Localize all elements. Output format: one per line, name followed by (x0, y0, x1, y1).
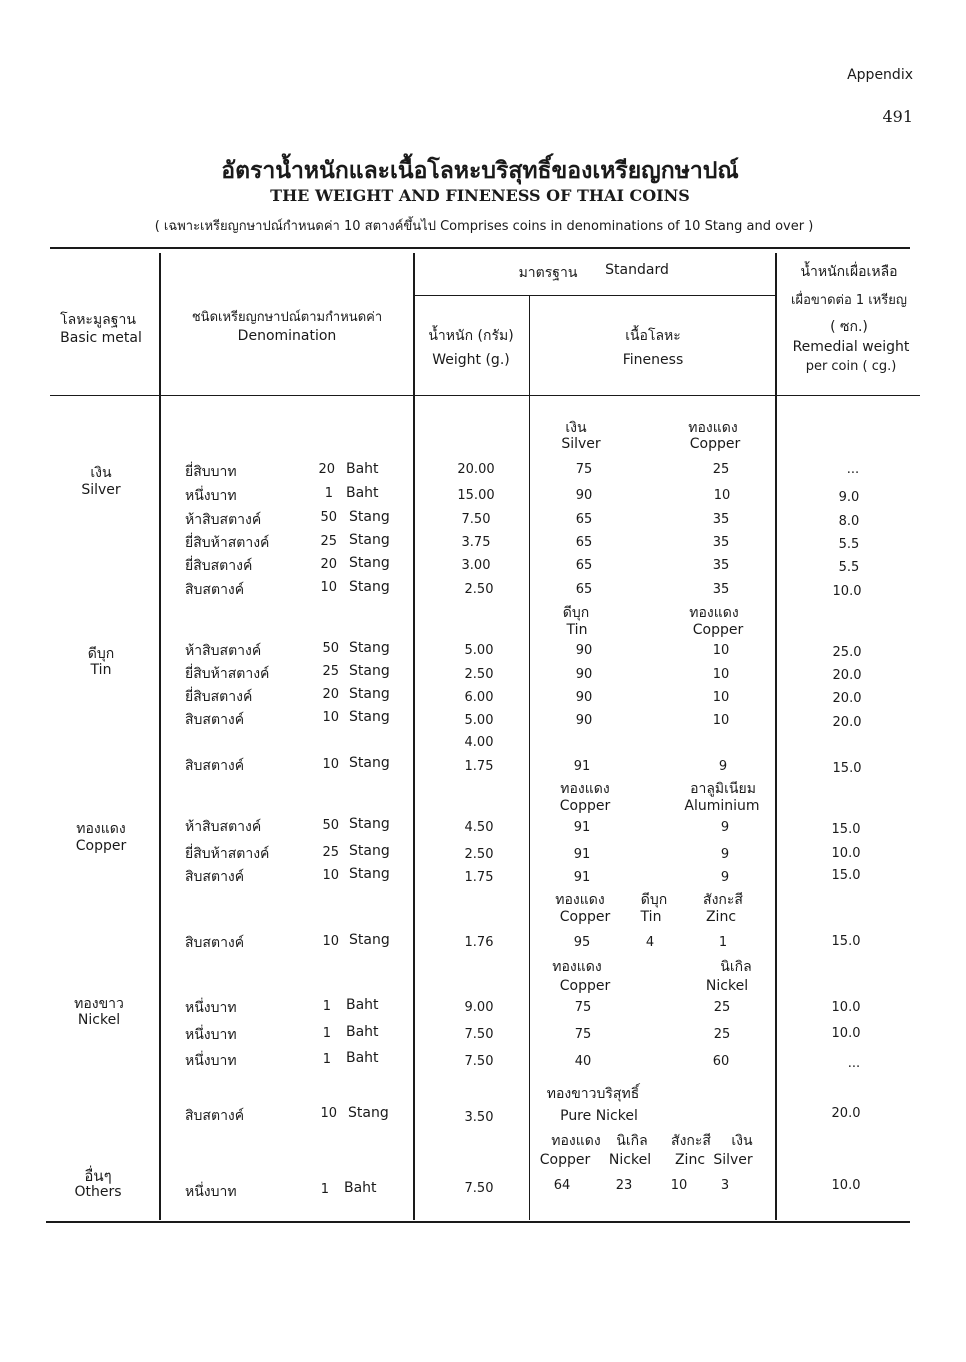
fineness-subheader-thai: ทองแดง (688, 420, 738, 436)
remedial-value: 15.0 (831, 868, 861, 883)
page-number: 491 (882, 107, 913, 126)
column-divider (775, 253, 777, 1220)
table-bottom-rule (46, 1221, 910, 1223)
group-label-english: Copper (75, 838, 127, 854)
denomination-thai: หนึ่งบาท (185, 1053, 237, 1069)
denomination-number: 1 (322, 1026, 331, 1041)
fineness-value: 91 (573, 820, 591, 835)
weight-value: 2.50 (464, 667, 494, 682)
denomination-number: 10 (322, 934, 339, 949)
fineness-value: 35 (712, 582, 730, 597)
fineness-value: 10 (712, 667, 730, 682)
header-denomination-thai: ชนิดเหรียญกษาปณ์ตามกำหนดค่า (191, 310, 383, 325)
fineness-value: 10 (670, 1178, 688, 1193)
denomination-thai: สิบสตางค์ (185, 582, 245, 598)
fineness-subheader-thai: เงิน (565, 420, 587, 436)
denomination-number: 25 (322, 664, 339, 679)
weight-value: 3.00 (461, 558, 491, 573)
weight-value: 1.75 (464, 870, 494, 885)
remedial-value: 15.0 (832, 761, 862, 776)
fineness-value: 65 (575, 512, 593, 527)
denomination-thai: ยี่สิบสตางค์ (185, 689, 253, 705)
weight-value: 7.50 (464, 1027, 494, 1042)
fineness-value: 25 (713, 1000, 731, 1015)
fineness-subheader-thai: สังกะสี (703, 892, 743, 908)
fineness-subheader-english: Copper (559, 798, 611, 814)
fineness-value: 35 (712, 535, 730, 550)
header-fineness-english: Fineness (622, 352, 684, 368)
denomination-number: 10 (322, 710, 339, 725)
weight-value: 4.50 (464, 820, 494, 835)
weight-value: 15.00 (457, 488, 495, 503)
fineness-value: 40 (574, 1054, 592, 1069)
fineness-value: 9 (718, 759, 728, 774)
remedial-value: ... (846, 462, 860, 477)
fineness-value: 65 (575, 558, 593, 573)
denomination-thai: ห้าสิบสตางค์ (185, 643, 262, 659)
weight-value: 20.00 (457, 462, 495, 477)
fineness-subheader-thai: ทองแดง (555, 892, 605, 908)
header-remedial-english-line1: Remedial weight (792, 339, 910, 355)
fineness-value: 10 (712, 713, 730, 728)
header-standard-english: Standard (605, 262, 669, 278)
remedial-value: 8.0 (838, 514, 860, 529)
denomination-thai: ยี่สิบห้าสตางค์ (185, 666, 270, 682)
remedial-value: 20.0 (832, 715, 862, 730)
fineness-subheader-thai: ทองแดง (689, 605, 739, 621)
fineness-subheader-thai: ดีบุก (640, 892, 668, 908)
denomination-number: 1 (324, 486, 333, 501)
denomination-number: 1 (322, 999, 331, 1014)
denomination-number: 1 (322, 1052, 331, 1067)
fineness-subheader-thai: อาลูมิเนียม (690, 781, 756, 797)
weight-value: 7.50 (464, 1181, 494, 1196)
fineness-value: 10 (713, 488, 731, 503)
header-basic-metal-english: Basic metal (60, 330, 142, 346)
denomination-thai: หนึ่งบาท (185, 488, 237, 504)
page-subtitle: ( เฉพาะเหรียญกษาปณ์กำหนดค่า 10 สตางค์ขึ้นไป Comprises coins in denominations of 10 Stang and over ) (154, 219, 814, 234)
fineness-value: 25 (713, 1027, 731, 1042)
weight-value: 5.00 (464, 643, 494, 658)
fineness-subheader-english: Copper (692, 622, 744, 638)
remedial-value: 10.0 (831, 1000, 861, 1015)
fineness-value: 3 (720, 1178, 730, 1193)
fineness-subheader-english: Tin (640, 909, 662, 925)
fineness-value: 91 (573, 847, 591, 862)
fineness-subheader-thai: สังกะสี (671, 1133, 711, 1149)
fineness-subheader-english: Copper (539, 1152, 591, 1168)
fineness-value: 64 (553, 1178, 571, 1193)
fineness-value: 75 (575, 462, 593, 477)
group-label-english: Others (74, 1184, 122, 1200)
fineness-subheader-english: Copper (689, 436, 741, 452)
fineness-subheader-thai: ทองแดง (551, 1133, 601, 1149)
denomination-unit: Stang (349, 579, 390, 595)
fineness-value: 10 (712, 690, 730, 705)
denomination-unit: Stang (349, 555, 390, 571)
header-weight-thai: น้ำหนัก (กรัม) (428, 328, 514, 344)
fineness-value: 25 (712, 462, 730, 477)
fineness-value: 90 (575, 643, 593, 658)
remedial-value: 5.5 (838, 537, 860, 552)
denomination-thai: หนึ่งบาท (185, 1027, 237, 1043)
remedial-value: 5.5 (838, 560, 860, 575)
denomination-thai: สิบสตางค์ (185, 935, 245, 951)
fineness-subheader-thai: เงิน (731, 1133, 753, 1149)
remedial-value: 10.0 (831, 1026, 861, 1041)
denomination-unit: Stang (349, 932, 390, 948)
fineness-subheader-english: Nickel (608, 1152, 652, 1168)
weight-value: 1.76 (464, 935, 494, 950)
fineness-subheader-english: Zinc (674, 1152, 706, 1168)
header-bottom-rule (50, 395, 920, 396)
denomination-unit: Stang (349, 755, 390, 771)
denomination-unit: Stang (349, 509, 390, 525)
denomination-number: 10 (320, 1106, 337, 1121)
weight-value: 3.50 (464, 1110, 494, 1125)
header-basic-metal-thai: โลหะมูลฐาน (60, 312, 136, 328)
weight-value: 9.00 (464, 1000, 494, 1015)
denomination-thai: ห้าสิบสตางค์ (185, 819, 262, 835)
weight-value: 2.50 (464, 582, 494, 597)
denomination-unit: Stang (349, 640, 390, 656)
denomination-number: 20 (320, 557, 337, 572)
denomination-number: 50 (322, 641, 339, 656)
running-head: Appendix (847, 67, 913, 83)
column-divider (413, 253, 415, 1220)
fineness-value: 35 (712, 512, 730, 527)
denomination-thai: หนึ่งบาท (185, 1184, 237, 1200)
fineness-value: 9 (720, 847, 730, 862)
fineness-value: 90 (575, 488, 593, 503)
fineness-value: 4 (645, 935, 655, 950)
denomination-unit: Baht (346, 485, 379, 501)
page-title-thai: อัตราน้ำหนักและเนื้อโลหะบริสุทธิ์ของเหรียญกษาปณ์ (221, 158, 739, 184)
column-divider (159, 253, 161, 1220)
header-remedial-thai-line3: ( ซก.) (830, 319, 868, 335)
fineness-value: 90 (575, 667, 593, 682)
denomination-number: 10 (322, 868, 339, 883)
fineness-subheader-english: Pure Nickel (560, 1108, 638, 1124)
fineness-value: 35 (712, 558, 730, 573)
remedial-value: 10.0 (831, 846, 861, 861)
denomination-number: 20 (318, 462, 335, 477)
fineness-value: 65 (575, 535, 593, 550)
group-label-english: Silver (81, 482, 121, 498)
fineness-subheader-english: Silver (561, 436, 601, 452)
denomination-number: 25 (322, 845, 339, 860)
fineness-subheader-english: Copper (559, 909, 611, 925)
header-denomination-english: Denomination (237, 328, 337, 344)
denomination-thai: ยี่สิบห้าสตางค์ (185, 535, 270, 551)
remedial-value: 10.0 (832, 584, 862, 599)
table-top-rule (50, 247, 910, 249)
fineness-subheader-thai: ทองแดง (560, 781, 610, 797)
fineness-value: 91 (573, 759, 591, 774)
group-label-thai: อื่นๆ (84, 1167, 112, 1185)
denomination-unit: Baht (346, 461, 379, 477)
header-fineness-thai: เนื้อโลหะ (625, 328, 681, 344)
weight-value: 7.50 (464, 1054, 494, 1069)
fineness-subheader-english: Copper (559, 978, 611, 994)
denomination-thai: สิบสตางค์ (185, 712, 245, 728)
weight-value: 5.00 (464, 713, 494, 728)
fineness-value: 9 (720, 820, 730, 835)
fineness-value: 95 (573, 935, 591, 950)
denomination-thai: สิบสตางค์ (185, 758, 245, 774)
denomination-number: 25 (320, 534, 337, 549)
fineness-subheader-thai: ทองขาวบริสุทธิ์ (546, 1086, 640, 1102)
remedial-value: 10.0 (831, 1178, 861, 1193)
denomination-number: 10 (320, 580, 337, 595)
fineness-subheader-thai: นิเกิล (720, 959, 752, 975)
fineness-value: 91 (573, 870, 591, 885)
denomination-number: 10 (322, 757, 339, 772)
remedial-value: 20.0 (831, 1106, 861, 1121)
fineness-value: 23 (615, 1178, 633, 1193)
column-divider (529, 296, 530, 1220)
denomination-number: 20 (322, 687, 339, 702)
denomination-unit: Stang (348, 1105, 389, 1121)
denomination-unit: Baht (346, 1050, 379, 1066)
denomination-unit: Stang (349, 843, 390, 859)
weight-value: 4.00 (464, 735, 494, 750)
denomination-thai: ยี่สิบบาท (185, 464, 237, 480)
fineness-subheader-english: Zinc (705, 909, 737, 925)
fineness-value: 10 (712, 643, 730, 658)
denomination-number: 50 (322, 818, 339, 833)
denomination-unit: Baht (344, 1180, 377, 1196)
fineness-subheader-thai: ทองแดง (552, 959, 602, 975)
denomination-unit: Stang (349, 866, 390, 882)
fineness-value: 75 (574, 1027, 592, 1042)
denomination-thai: สิบสตางค์ (185, 1108, 245, 1124)
fineness-subheader-english: Tin (566, 622, 588, 638)
page-title-english: THE WEIGHT AND FINENESS OF THAI COINS (270, 186, 690, 205)
denomination-thai: ห้าสิบสตางค์ (185, 512, 262, 528)
header-standard-thai: มาตรฐาน (518, 265, 578, 281)
group-label-thai: ทองแดง (76, 821, 126, 837)
group-label-thai: เงิน (90, 465, 112, 481)
weight-value: 7.50 (461, 512, 491, 527)
denomination-number: 1 (320, 1182, 329, 1197)
weight-value: 2.50 (464, 847, 494, 862)
header-weight-english: Weight (g.) (432, 352, 510, 368)
group-label-thai: ทองขาว (74, 996, 124, 1012)
denomination-thai: ยี่สิบสตางค์ (185, 558, 253, 574)
fineness-value: 90 (575, 713, 593, 728)
remedial-value: 9.0 (838, 490, 860, 505)
fineness-subheader-thai: ดีบุก (562, 605, 590, 621)
fineness-value: 1 (718, 935, 728, 950)
group-label-thai: ดีบุก (87, 646, 115, 662)
denomination-unit: Baht (346, 997, 379, 1013)
weight-value: 3.75 (461, 535, 491, 550)
denomination-unit: Baht (346, 1024, 379, 1040)
denomination-unit: Stang (349, 663, 390, 679)
fineness-value: 90 (575, 690, 593, 705)
fineness-value: 65 (575, 582, 593, 597)
weight-value: 1.75 (464, 759, 494, 774)
remedial-value: 20.0 (832, 691, 862, 706)
denomination-unit: Stang (349, 709, 390, 725)
fineness-subheader-thai: นิเกิล (616, 1133, 648, 1149)
fineness-subheader-english: Aluminium (684, 798, 760, 814)
weight-value: 6.00 (464, 690, 494, 705)
fineness-value: 60 (712, 1054, 730, 1069)
standard-divider-rule (415, 295, 776, 296)
fineness-subheader-english: Nickel (705, 978, 749, 994)
group-label-english: Tin (90, 662, 112, 678)
remedial-value: 15.0 (831, 934, 861, 949)
denomination-thai: สิบสตางค์ (185, 869, 245, 885)
remedial-value: 15.0 (831, 822, 861, 837)
header-remedial-thai-line2: เผื่อขาดต่อ 1 เหรียญ (791, 293, 907, 308)
denomination-unit: Stang (349, 686, 390, 702)
denomination-unit: Stang (349, 816, 390, 832)
group-label-english: Nickel (77, 1012, 121, 1028)
fineness-value: 9 (720, 870, 730, 885)
remedial-value: ... (847, 1056, 861, 1071)
fineness-value: 75 (574, 1000, 592, 1015)
remedial-value: 25.0 (832, 645, 862, 660)
fineness-subheader-english: Silver (713, 1152, 753, 1168)
header-remedial-english-line2: per coin ( cg.) (805, 359, 897, 374)
header-remedial-thai-line1: น้ำหนักเผื่อเหลือ (800, 264, 898, 280)
denomination-thai: หนึ่งบาท (185, 1000, 237, 1016)
denomination-unit: Stang (349, 532, 390, 548)
remedial-value: 20.0 (832, 668, 862, 683)
denomination-number: 50 (320, 510, 337, 525)
denomination-thai: ยี่สิบห้าสตางค์ (185, 846, 270, 862)
